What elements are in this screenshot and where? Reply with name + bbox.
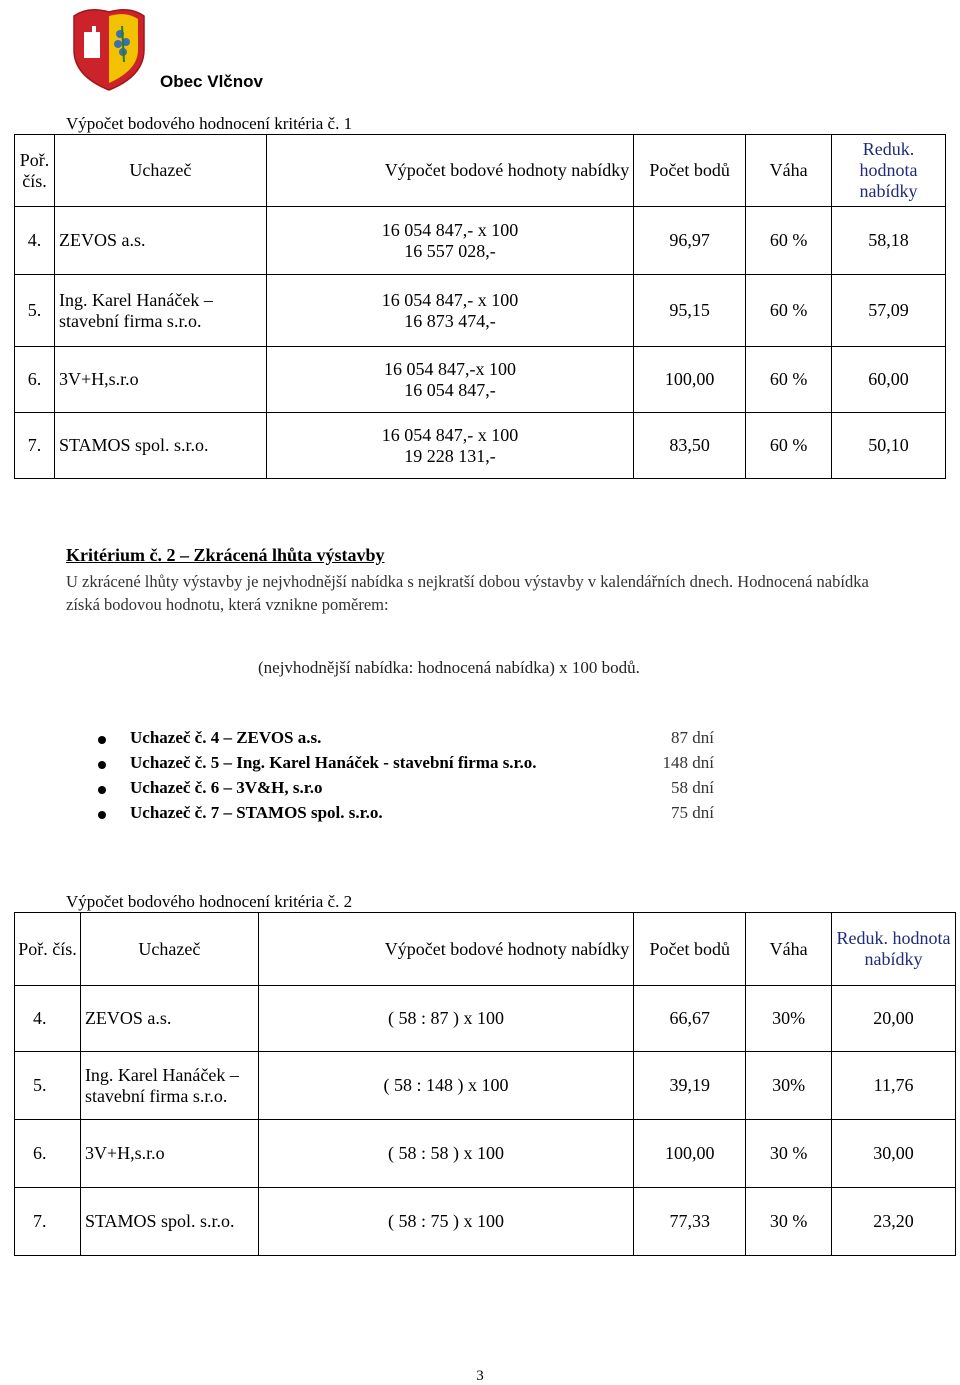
row-name-line1: Ing. Karel Hanáček –	[84, 1064, 239, 1085]
row-numerator: 16 054 847,-x 100	[383, 358, 516, 379]
list-item-text: Uchazeč č. 4 – ZEVOS a.s.	[130, 728, 322, 747]
row-reduk: 50,10	[832, 413, 946, 479]
table2-title: Výpočet bodového hodnocení kritéria č. 2	[66, 892, 353, 911]
row-vaha: 60 %	[746, 347, 832, 413]
row-numerator: 16 054 847,- x 100	[381, 219, 519, 240]
bullet-icon	[98, 811, 106, 819]
row-denominator: 16 054 847,-	[404, 379, 496, 400]
row-por: 5.	[15, 275, 55, 347]
row-name-line1: ZEVOS a.s.	[84, 1008, 172, 1028]
row-vypocet	[266, 207, 633, 275]
table-row	[15, 986, 956, 1052]
header-uchazec: Uchazeč	[54, 135, 266, 207]
row-pocet: 83,50	[634, 413, 746, 479]
row-name-line2: stavební firma s.r.o.	[58, 310, 202, 331]
table-row	[15, 207, 946, 275]
row-name	[54, 347, 266, 413]
row-vaha: 30 %	[746, 1188, 832, 1256]
row-reduk: 58,18	[832, 207, 946, 275]
row-pocet: 39,19	[634, 1052, 746, 1120]
row-name	[54, 207, 266, 275]
row-name-line1: ZEVOS a.s.	[58, 230, 146, 250]
row-name-line1: STAMOS spol. s.r.o.	[58, 435, 209, 455]
criterion2-label: Kritérium č. 2 – Zkrácená lhůta výstavby	[66, 545, 385, 565]
row-pocet: 66,67	[634, 986, 746, 1052]
row-reduk: 30,00	[832, 1120, 956, 1188]
list-item-text: Uchazeč č. 6 – 3V&H, s.r.o	[130, 778, 323, 797]
row-reduk: 57,09	[832, 275, 946, 347]
row-pocet: 77,33	[634, 1188, 746, 1256]
table2-header-row	[15, 913, 956, 986]
row-name-line1: STAMOS spol. s.r.o.	[84, 1211, 235, 1231]
row-reduk: 20,00	[832, 986, 956, 1052]
municipal-coat-of-arms-icon	[66, 6, 152, 92]
criterion2-formula: (nejvhodnější nabídka: hodnocená nabídka) x 100 bodů.	[258, 658, 640, 677]
row-name	[80, 986, 258, 1052]
row-vypocet: ( 58 : 75 ) x 100	[258, 1188, 633, 1256]
table1-header-row	[15, 135, 946, 207]
row-vaha: 60 %	[746, 413, 832, 479]
row-name-line1: 3V+H,s.r.o	[58, 369, 139, 389]
table1	[14, 134, 946, 479]
row-por: 6.	[15, 347, 55, 413]
table2	[14, 912, 956, 1256]
row-reduk: 60,00	[832, 347, 946, 413]
list-item-text: Uchazeč č. 5 – Ing. Karel Hanáček - stavební firma s.r.o.	[130, 753, 537, 772]
row-pocet: 96,97	[634, 207, 746, 275]
header-vaha: Váha	[746, 913, 832, 986]
row-vaha: 60 %	[746, 275, 832, 347]
row-name	[80, 1052, 258, 1120]
criterion2-paragraph: U zkrácené lhůty výstavby je nejvhodnější nabídka s nejkratší dobou výstavby v kalendářních dnech. Hodnocená nabídka získá bodovou hodnotu, která vznikne poměrem:	[66, 572, 869, 614]
row-reduk: 23,20	[832, 1188, 956, 1256]
page-number: 3	[476, 1368, 484, 1384]
row-name	[54, 413, 266, 479]
row-name-line1: 3V+H,s.r.o	[84, 1143, 165, 1163]
row-denominator: 16 557 028,-	[404, 240, 496, 261]
header-pocet: Počet bodů	[634, 135, 746, 207]
header-uchazec: Uchazeč	[80, 913, 258, 986]
row-por: 4.	[15, 986, 81, 1052]
table-row	[15, 1120, 956, 1188]
row-vypocet: ( 58 : 87 ) x 100	[258, 986, 633, 1052]
row-numerator: 16 054 847,- x 100	[381, 289, 519, 310]
header-vypocet: Výpočet bodové hodnoty nabídky	[266, 135, 633, 207]
row-name	[80, 1188, 258, 1256]
row-vypocet	[266, 413, 633, 479]
row-vaha: 60 %	[746, 207, 832, 275]
table-row	[15, 347, 946, 413]
row-name-line1: Ing. Karel Hanáček –	[58, 289, 213, 310]
row-vypocet: ( 58 : 58 ) x 100	[258, 1120, 633, 1188]
row-por: 6.	[15, 1120, 81, 1188]
list-item-days: 75 dní	[671, 803, 714, 822]
bullet-icon	[98, 761, 106, 769]
row-vypocet: ( 58 : 148 ) x 100	[258, 1052, 633, 1120]
row-pocet: 95,15	[634, 275, 746, 347]
row-reduk: 11,76	[832, 1052, 956, 1120]
header-reduk: Reduk. hodnota nabídky	[832, 913, 956, 986]
bullet-icon	[98, 786, 106, 794]
row-name	[54, 275, 266, 347]
row-numerator: 16 054 847,- x 100	[381, 424, 519, 445]
row-name-line2: stavební firma s.r.o.	[84, 1085, 228, 1106]
table-row	[15, 413, 946, 479]
header-reduk: Reduk. hodnota nabídky	[832, 135, 946, 207]
table1-title: Výpočet bodového hodnocení kritéria č. 1	[66, 114, 353, 133]
org-name: Obec Vlčnov	[160, 72, 263, 91]
header-pocet: Počet bodů	[634, 913, 746, 986]
row-pocet: 100,00	[634, 347, 746, 413]
row-por: 7.	[15, 1188, 81, 1256]
row-vaha: 30 %	[746, 1120, 832, 1188]
header-vaha: Váha	[746, 135, 832, 207]
list-item-text: Uchazeč č. 7 – STAMOS spol. s.r.o.	[130, 803, 383, 822]
list-item-days: 58 dní	[671, 778, 714, 797]
row-vypocet	[266, 275, 633, 347]
bullet-icon	[98, 736, 106, 744]
header-por: Poř. čís.	[15, 913, 81, 986]
list-item-days: 148 dní	[662, 753, 714, 772]
row-name	[80, 1120, 258, 1188]
header-por: Poř. čís.	[15, 135, 55, 207]
row-denominator: 19 228 131,-	[404, 445, 496, 466]
table-row	[15, 1188, 956, 1256]
row-vaha: 30%	[746, 1052, 832, 1120]
table-row	[15, 1052, 956, 1120]
row-por: 4.	[15, 207, 55, 275]
header-vypocet: Výpočet bodové hodnoty nabídky	[258, 913, 633, 986]
row-por: 7.	[15, 413, 55, 479]
row-pocet: 100,00	[634, 1120, 746, 1188]
list-item-days: 87 dní	[671, 728, 714, 747]
row-por: 5.	[15, 1052, 81, 1120]
row-vaha: 30%	[746, 986, 832, 1052]
criterion2-heading	[66, 545, 384, 566]
row-vypocet	[266, 347, 633, 413]
row-denominator: 16 873 474,-	[404, 310, 496, 331]
table-row	[15, 275, 946, 347]
